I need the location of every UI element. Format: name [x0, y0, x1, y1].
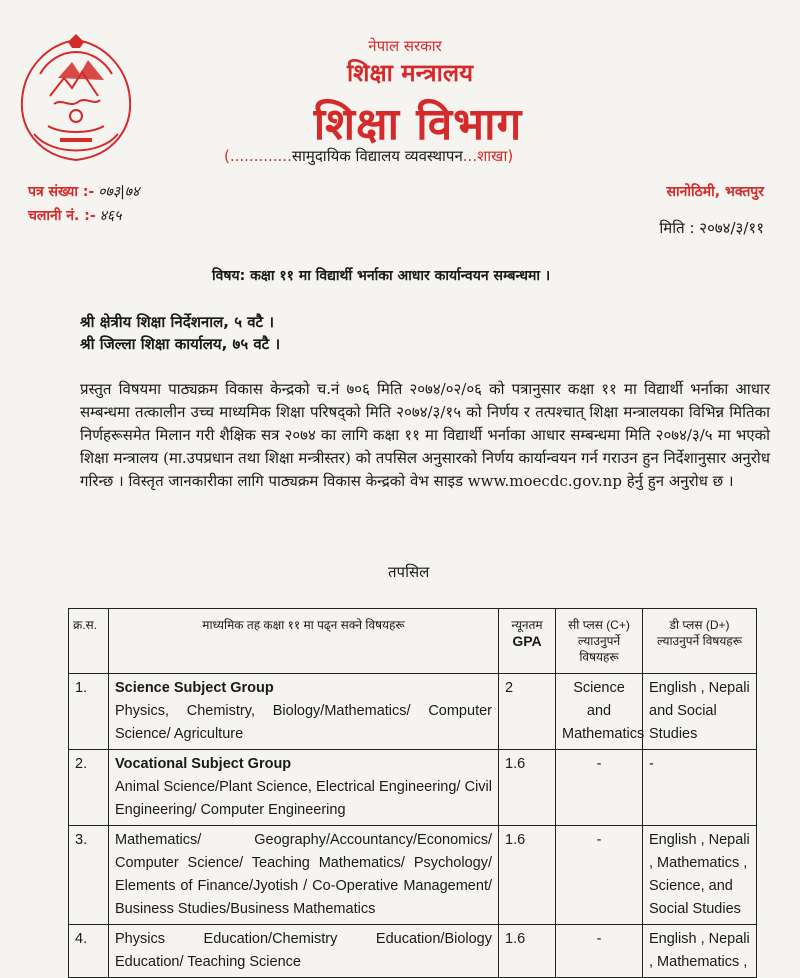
row-dplus: -	[643, 750, 757, 826]
row-subjects	[109, 750, 499, 826]
table-header-row	[69, 609, 757, 674]
office-location: सानोठिमी, भक्तपुर	[666, 184, 764, 200]
letter-subject: विषय: कक्षा ११ मा विद्यार्थी भर्नाका आधार कार्यान्वयन सम्बन्धमा ।	[212, 268, 551, 284]
row-subject-list: Animal Science/Plant Science, Electrical Engineering/ Civil Engineering/ Computer Engineering	[115, 779, 492, 818]
row-cplus: -	[556, 750, 643, 826]
row-subjects	[109, 925, 499, 978]
row-serial: 3.	[69, 826, 109, 925]
row-group: Science Subject Group	[115, 680, 274, 696]
letter-number-label: पत्र संख्या :-	[28, 184, 95, 200]
row-cplus: -	[556, 925, 643, 978]
row-serial: 4.	[69, 925, 109, 978]
ministry-label: शिक्षा मन्त्रालय	[346, 59, 474, 87]
header-gpa-bottom: GPA	[512, 633, 542, 649]
header-gpa	[499, 609, 556, 674]
row-subject-list: Physics Education/Chemistry Education/Biology Education/ Teaching Science	[115, 931, 492, 970]
row-gpa: 1.6	[499, 925, 556, 978]
letter-number	[28, 182, 139, 201]
table-row	[69, 750, 757, 826]
row-dplus: English , Nepali , Mathematics ,	[643, 925, 757, 978]
section-open: (.............	[224, 147, 292, 165]
dispatch-number-label: चलानी नं. :-	[28, 208, 96, 224]
row-gpa: 2	[499, 674, 556, 750]
schedule-title: तपसिल	[388, 563, 430, 581]
dispatch-number-value: ४६५	[99, 208, 122, 224]
letter-date: मिति : २०७४/३/११	[659, 219, 764, 237]
nepal-government-emblem	[14, 34, 138, 166]
row-cplus: -	[556, 826, 643, 925]
row-subject-list: Physics, Chemistry, Biology/Mathematics/ Computer Science/ Agriculture	[115, 703, 492, 742]
row-dplus: English , Nepali , Mathematics , Science, and Social Studies	[643, 826, 757, 925]
row-subjects	[109, 674, 499, 750]
section-line	[224, 146, 604, 166]
row-subjects	[109, 826, 499, 925]
admission-criteria-table	[68, 608, 757, 978]
row-serial: 1.	[69, 674, 109, 750]
row-gpa: 1.6	[499, 750, 556, 826]
table-row	[69, 925, 757, 978]
header-serial: क्र.स.	[69, 609, 109, 674]
row-subject-list: Mathematics/ Geography/Accountancy/Economics/ Computer Science/ Teaching Mathematics/ Psychology/ Elements of Finance/Jyotish / Co-Operative Management/ Business Studies/Business Mathematics	[115, 832, 492, 917]
header-subjects: माध्यमिक तह कक्षा ११ मा पढ्न सक्ने विषयहरू	[109, 609, 499, 674]
government-label: नेपाल सरकार	[368, 37, 442, 55]
addressee-district: श्री जिल्ला शिक्षा कार्यालय, ७५ वटै ।	[80, 335, 281, 353]
table-row	[69, 674, 757, 750]
letter-body: प्रस्तुत विषयमा पाठ्यक्रम विकास केन्द्रको च.नं ७०६ मिति २०७४/०२/०६ को पत्रानुसार कक्षा ११ मा विद्यार्थी भर्नाका आधार सम्बन्धमा तत्कालीन उच्च माध्यमिक शिक्षा परिषद्को मिति २०७४/३/१५ को निर्णय र तत्पश्चात् शिक्षा मन्त्रालयका विभिन्न मितिका निर्णहरूसमेत मिलान गरी शैक्षिक सत्र २०७४ का लागि कक्षा ११ मा विद्यार्थी भर्नाका आधार सम्बन्धमा मिति २०७४/३/५ मा भएको शिक्षा मन्त्रालय (मा.उपप्रधान तथा शिक्षा मन्त्रीस्तर) को तपसिल अनुसारको निर्णय कार्यान्वयन गर्न गराउन हुन निर्देशानुसार अनुरोध गरिन्छ । विस्तृत जानकारीका लागि पाठ्यक्रम विकास केन्द्रको वेभ साइड www.moecdc.gov.np हेर्नु हुन अनुरोध छ ।	[80, 380, 770, 490]
section-name: सामुदायिक विद्यालय व्यवस्थापन	[291, 147, 463, 165]
row-group: Vocational Subject Group	[115, 756, 292, 772]
dispatch-number	[28, 206, 122, 225]
section-close: ...शाखा)	[462, 147, 514, 165]
row-cplus: Science and Mathematics	[556, 674, 643, 750]
letter-number-value: ०७३|७४	[98, 184, 140, 200]
row-gpa: 1.6	[499, 826, 556, 925]
table-row	[69, 826, 757, 925]
row-dplus: English , Nepali and Social Studies	[643, 674, 757, 750]
department-title: शिक्षा विभाग	[313, 99, 523, 150]
header-cplus: सी प्लस (C+) ल्याउनुपर्ने विषयहरू	[556, 609, 643, 674]
header-dplus: डी प्लस (D+) ल्याउनुपर्ने विषयहरू	[643, 609, 757, 674]
addressee-regional: श्री क्षेत्रीय शिक्षा निर्देशनाल, ५ वटै ।	[80, 313, 275, 331]
header-gpa-top: न्यूनतम	[511, 618, 543, 632]
row-serial: 2.	[69, 750, 109, 826]
